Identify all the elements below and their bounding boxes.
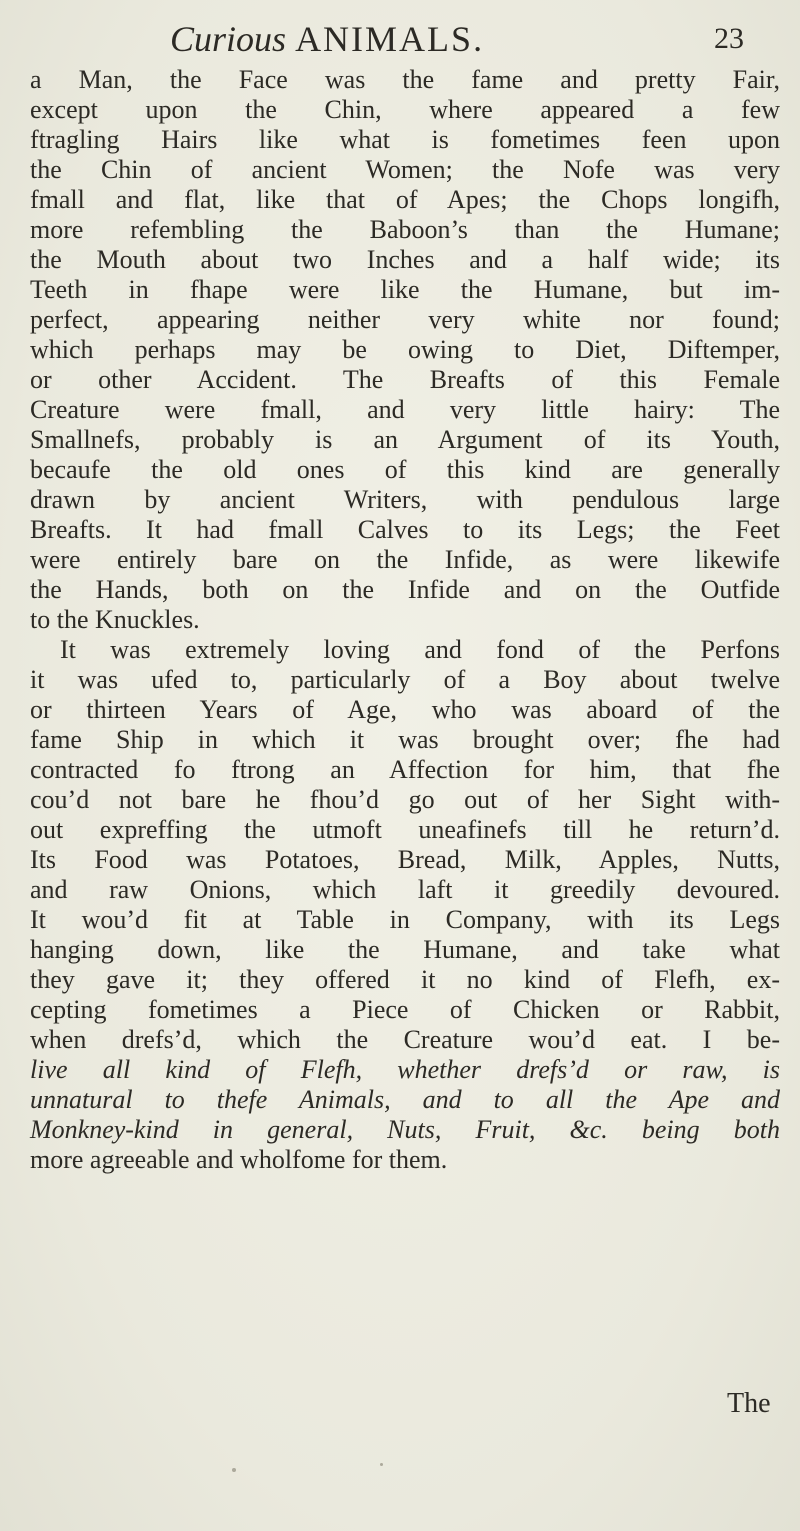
text-line: fmall and flat, like that of Apes; the Chops longifh,	[30, 185, 780, 214]
text-line: perfect, appearing neither very white nor found;	[30, 305, 780, 334]
running-head-title	[170, 18, 484, 60]
ink-spot	[380, 1463, 383, 1466]
text-line: drawn by ancient Writers, with pendulous large	[30, 485, 780, 514]
text-line: which perhaps may be owing to Diet, Diftemper,	[30, 335, 780, 364]
page-number: 23	[714, 22, 744, 55]
text-line: becaufe the old ones of this kind are generally	[30, 455, 780, 484]
text-line: were entirely bare on the Infide, as were likewife	[30, 545, 780, 574]
text-line: contracted fo ftrong an Affection for him, that fhe	[30, 755, 780, 784]
running-head-title-caps: ANIMALS.	[295, 19, 485, 59]
text-line: Creature were fmall, and very little hairy: The	[30, 395, 780, 424]
text-line: Its Food was Potatoes, Bread, Milk, Apples, Nutts,	[30, 845, 780, 874]
text-line: cepting fometimes a Piece of Chicken or Rabbit,	[30, 995, 780, 1024]
text-line: unnatural to thefe Animals, and to all the Ape and	[30, 1085, 780, 1114]
text-line: Smallnefs, probably is an Argument of its Youth,	[30, 425, 780, 454]
text-line: except upon the Chin, where appeared a few	[30, 95, 780, 124]
text-line: or thirteen Years of Age, who was aboard of the	[30, 695, 780, 724]
text-line: the Chin of ancient Women; the Nofe was very	[30, 155, 780, 184]
text-line: it was ufed to, particularly of a Boy about twelve	[30, 665, 780, 694]
body-text	[30, 65, 780, 1175]
text-line: the Hands, both on the Infide and on the Outfide	[30, 575, 780, 604]
text-line: Teeth in fhape were like the Humane, but im-	[30, 275, 780, 304]
text-line: It was extremely loving and fond of the Perfons	[60, 635, 780, 664]
text-line: when drefs’d, which the Creature wou’d eat. I be-	[30, 1025, 780, 1054]
text-line: they gave it; they offered it no kind of Flefh, ex-	[30, 965, 780, 994]
text-line: It wou’d fit at Table in Company, with its Legs	[30, 905, 780, 934]
text-line: cou’d not bare he fhou’d go out of her Sight with-	[30, 785, 780, 814]
text-line: hanging down, like the Humane, and take what	[30, 935, 780, 964]
text-line: ftragling Hairs like what is fometimes feen upon	[30, 125, 780, 154]
text-line: a Man, the Face was the fame and pretty Fair,	[30, 65, 780, 94]
text-line: the Mouth about two Inches and a half wide; its	[30, 245, 780, 274]
text-line: out expreffing the utmoft uneafinefs till he return’d.	[30, 815, 780, 844]
text-line: live all kind of Flefh, whether drefs’d or raw, is	[30, 1055, 780, 1084]
running-head	[0, 18, 800, 68]
text-line: more agreeable and wholfome for them.	[30, 1145, 448, 1174]
text-line: and raw Onions, which laft it greedily devoured.	[30, 875, 780, 904]
catchword: The	[727, 1388, 771, 1419]
text-line: fame Ship in which it was brought over; fhe had	[30, 725, 780, 754]
ink-spot	[232, 1468, 236, 1472]
text-line: to the Knuckles.	[30, 605, 200, 634]
text-line: or other Accident. The Breafts of this Female	[30, 365, 780, 394]
text-line: Breafts. It had fmall Calves to its Legs; the Feet	[30, 515, 780, 544]
text-line: Monkney-kind in general, Nuts, Fruit, &c. being both	[30, 1115, 780, 1144]
running-head-title-italic: Curious	[170, 19, 287, 59]
text-line: more refembling the Baboon’s than the Humane;	[30, 215, 780, 244]
